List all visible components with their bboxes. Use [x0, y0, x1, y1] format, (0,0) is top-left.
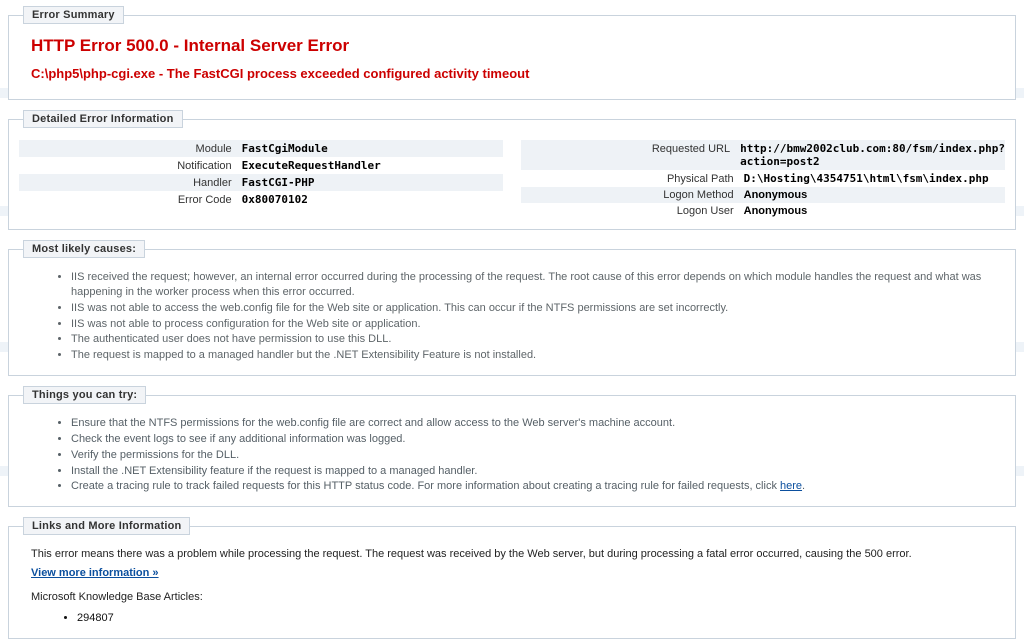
- links-legend: Links and More Information: [23, 517, 190, 535]
- links-and-more-information-section: [8, 517, 1016, 638]
- detail-value: 0x80070102: [241, 193, 308, 206]
- things-you-can-try-legend: Things you can try:: [23, 386, 146, 404]
- detail-column-right: [521, 140, 1005, 219]
- list-item-with-link: [71, 479, 1005, 494]
- detail-value: D:\Hosting\4354751\html\fsm\index.php: [743, 172, 989, 185]
- detail-columns: [19, 140, 1005, 219]
- detail-row: [521, 203, 1005, 219]
- detail-row: [19, 157, 503, 174]
- detailed-error-section: [8, 110, 1016, 230]
- detail-value: ExecuteRequestHandler: [241, 159, 381, 172]
- error-summary-legend: Error Summary: [23, 6, 124, 24]
- detail-value: FastCGI-PHP: [241, 176, 315, 189]
- detail-row: [19, 191, 503, 208]
- list-item: • IIS received the request; however, an internal error occurred during the processing of the request. The root cause of this error depends on which module handles the request and what was happening in the worker process when this error occurred.: [71, 270, 1005, 300]
- detail-row: [521, 187, 1005, 203]
- things-you-can-try-section: [8, 386, 1016, 507]
- list-item: • Install the .NET Extensibility feature if the request is mapped to a managed handler.: [71, 464, 1005, 479]
- page-title: HTTP Error 500.0 - Internal Server Error: [31, 36, 350, 55]
- list-item: • The authenticated user does not have permission to use this DLL.: [71, 332, 1005, 347]
- kb-articles-heading: Microsoft Knowledge Base Articles:: [31, 590, 203, 603]
- detail-label: Requested URL: [651, 143, 731, 155]
- view-more-information-link[interactable]: View more information »: [31, 566, 159, 579]
- detail-row: [521, 140, 1005, 170]
- list-item: • IIS was not able to access the web.config file for the Web site or application. This can occur if the NTFS permissions are set incorrectly.: [71, 301, 1005, 316]
- kb-articles-list: [19, 611, 1005, 626]
- detail-value: Anonymous: [743, 189, 808, 201]
- error-subtitle: C:\php5\php-cgi.exe - The FastCGI process exceeded configured activity timeout: [31, 66, 530, 81]
- detailed-error-legend: Detailed Error Information: [23, 110, 183, 128]
- detail-label: Error Code: [177, 194, 232, 206]
- error-summary-section: [8, 6, 1016, 100]
- list-item: • Ensure that the NTFS permissions for the web.config file are correct and allow access to the Web server's machine account.: [71, 416, 1005, 431]
- detail-value: http://bmw2002club.com:80/fsm/index.php?action=post2: [740, 142, 1005, 168]
- detail-column-left: [19, 140, 503, 219]
- detail-label: Logon User: [676, 205, 734, 217]
- detail-label: Logon Method: [663, 189, 734, 201]
- most-likely-causes-legend: Most likely causes:: [23, 240, 145, 258]
- list-item: • 294807: [77, 611, 1005, 626]
- list-item: • Check the event logs to see if any additional information was logged.: [71, 432, 1005, 447]
- detail-label: Handler: [193, 177, 232, 189]
- detail-label: Module: [195, 143, 232, 155]
- most-likely-causes-section: [8, 240, 1016, 376]
- list-item: • The request is mapped to a managed handler but the .NET Extensibility Feature is not installed.: [71, 348, 1005, 363]
- tracing-rule-text-end: .: [802, 480, 806, 493]
- links-description: This error means there was a problem while processing the request. The request was received by the Web server, but during processing a fatal error occurred, causing the 500 error.: [31, 548, 912, 561]
- list-item: • Verify the permissions for the DLL.: [71, 448, 1005, 463]
- detail-row: [521, 170, 1005, 187]
- detail-label: Physical Path: [666, 173, 734, 185]
- detail-value: Anonymous: [743, 205, 808, 217]
- detail-row: [19, 174, 503, 191]
- causes-list: [19, 270, 1005, 363]
- list-item: • IIS was not able to process configuration for the Web site or application.: [71, 317, 1005, 332]
- tracing-rule-text: Create a tracing rule to track failed requests for this HTTP status code. For more information about creating a tracing rule for failed requests, click: [71, 480, 781, 493]
- detail-row: [19, 140, 503, 157]
- detail-label: Notification: [177, 160, 232, 172]
- things-to-try-list: [19, 416, 1005, 494]
- tracing-rule-here-link[interactable]: here: [780, 480, 803, 493]
- detail-value: FastCgiModule: [241, 142, 328, 155]
